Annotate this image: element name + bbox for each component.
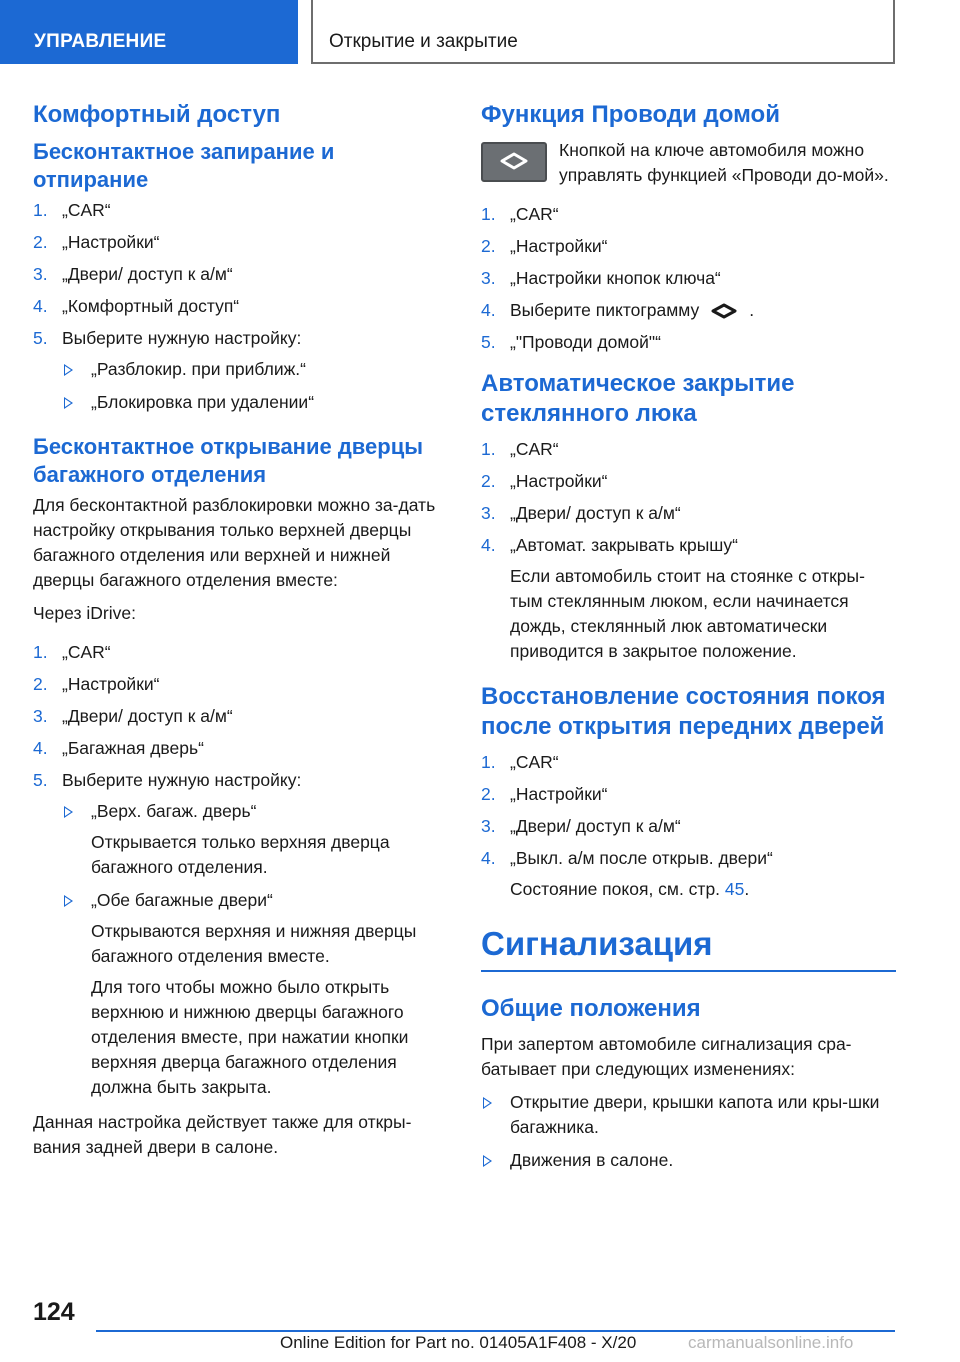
list-item: 3. „Двери/ доступ к а/м“ [481,503,681,523]
steps-follow-me-home [481,202,896,355]
list-item: Движения в салоне. [481,1148,896,1173]
list-item: 1. „CAR“ [33,200,111,220]
steps-rest-state [481,750,896,902]
list-item: 4. „Багажная дверь“ [33,738,204,758]
bullet-triangle-icon [483,1097,492,1109]
list-item: 1. „CAR“ [481,439,559,459]
heading-comfort-access: Комфортный доступ [33,101,281,128]
paragraph-idrive: Через iDrive: [33,603,136,623]
bullet-triangle-icon [64,364,73,376]
right-column [481,100,896,1181]
bullet-triangle-icon [64,397,73,409]
list-item: „Блокировка при удалении“ [62,390,451,415]
list-item: 4. Выберите пиктограмму . [481,300,755,320]
list-item: 3. „Двери/ доступ к а/м“ [481,816,681,836]
list-item: 5. Выберите нужную настройку: „Разблокир. при приближ.“ „Блокировка при удалении“ [33,326,451,415]
list-item: „Разблокир. при приближ.“ [62,357,451,382]
list-item: 2. „Настройки“ [481,236,608,256]
alarm-triggers [481,1090,896,1173]
options-tailgate [62,799,451,1100]
option-description: Открывается только верхняя дверца багажного отделения. [91,832,390,877]
footer-divider [96,1330,895,1332]
option-description: Открываются верхняя и нижняя дверцы багажного отделения вместе. [91,921,417,966]
list-item: Открытие двери, крышки капота или кры-шки багажника. [481,1090,896,1140]
step-description: Если автомобиль стоит на стоянке с откры-тым стеклянным люком, если начинается дождь, стеклянный люк автоматически приводится в закрытое положение. [510,566,865,661]
list-item: 4. „Автомат. закрывать крышу“ Если автомобиль стоит на стоянке с откры-тым стеклянным люком, если начинается дождь, стеклянный люк автоматически приводится в закрытое положение. [481,533,896,664]
paragraph-follow-me-home: Кнопкой на ключе автомобиля можно управлять функцией «Проводи до-мой». [559,140,889,185]
list-item: 1. „CAR“ [481,752,559,772]
left-column [33,100,451,1168]
heading-tailgate: Бесконтактное открывание дверцы багажного отделения [33,434,424,487]
heading-keyless-lock: Бесконтактное запирание и отпирание [33,139,335,192]
paragraph-alarm: При запертом автомобиле сигнализация сра-батывает при следующих изменениях: [481,1034,852,1079]
list-item: 4. „Выкл. а/м после открыв. двери“ Состояние покоя, см. стр. 45. [481,846,896,902]
list-item: 2. „Настройки“ [481,784,608,804]
list-item: 2. „Настройки“ [481,471,608,491]
list-item: 2. „Настройки“ [33,674,160,694]
list-item: 3. „Настройки кнопок ключа“ [481,268,721,288]
heading-alarm: Сигнализация [481,924,896,972]
follow-me-home-intro [481,138,896,188]
options-keyless-lock [62,357,451,415]
section-tab: УПРАВЛЕНИЕ [0,0,298,64]
bullet-triangle-icon [64,895,73,907]
heading-general: Общие положения [481,995,701,1022]
bullet-triangle-icon [483,1155,492,1167]
heading-rest-state: Восстановление состояния покоя после открытия передних дверей [481,683,886,740]
step-description: Состояние покоя, см. стр. 45. [510,879,750,899]
page-number: 124 [33,1298,75,1326]
chapter-title: Открытие и закрытие [311,0,895,64]
bullet-triangle-icon [64,806,73,818]
list-item: „Верх. багаж. дверь“ Открывается только верхняя дверца багажного отделения. [62,799,451,880]
watermark: carmanualsonline.info [688,1333,854,1352]
list-item: „Обе багажные двери“ Открываются верхняя и нижняя дверцы багажного отделения вместе. Для того чтобы можно было открыть верхнюю и нижнюю дверцы багажного отделения вместе, при нажатии кнопки верхняя дверца багажного отделения должна быть закрыта. [62,888,451,1100]
list-item: 5. Выберите нужную настройку: „Верх. багаж. дверь“ Открывается только верхняя дверца багажного отделения. „Обе багажные двери“ Открываются верхняя и нижняя дверцы багажного отделения вместе. Для того чтобы можно было открыть верхнюю и нижнюю дверцы багажного отделения вместе, при нажатии кнопки верхняя дверца багажного отделения должна быть закрыта. [33,768,451,1100]
list-item: 3. „Двери/ доступ к а/м“ [33,264,233,284]
steps-keyless-lock [33,198,451,415]
home-light-button-icon [481,142,547,182]
home-light-pictogram-icon [707,302,741,320]
list-item: 2. „Настройки“ [33,232,160,252]
option-note: Для того чтобы можно было открыть верхнюю и нижнюю дверцы багажного отделения вместе, при нажатии кнопки верхняя дверца багажного отделения должна быть закрыта. [91,977,409,1097]
page-reference-link[interactable]: 45 [724,879,745,899]
paragraph-rear-door: Данная настройка действует также для откры-вания задней двери в салоне. [33,1112,412,1157]
steps-tailgate [33,640,451,1100]
edition-note: Online Edition for Part no. 01405A1F408 - X/20 [280,1333,637,1352]
heading-follow-me-home: Функция Проводи домой [481,101,780,128]
heading-auto-roof-close: Автоматическое закрытие стеклянного люка [481,370,795,427]
list-item: 3. „Двери/ доступ к а/м“ [33,706,233,726]
steps-auto-roof-close [481,437,896,664]
list-item: 1. „CAR“ [481,204,559,224]
paragraph-tailgate: Для бесконтактной разблокировки можно за-дать настройку открывания только верхней дверцы багажного отделения или верхней и нижней дверцы багажного отделения вместе: [33,495,436,590]
list-item: 4. „Комфортный доступ“ [33,296,240,316]
list-item: 5. „"Проводи домой"“ [481,332,661,352]
list-item: 1. „CAR“ [33,642,111,662]
